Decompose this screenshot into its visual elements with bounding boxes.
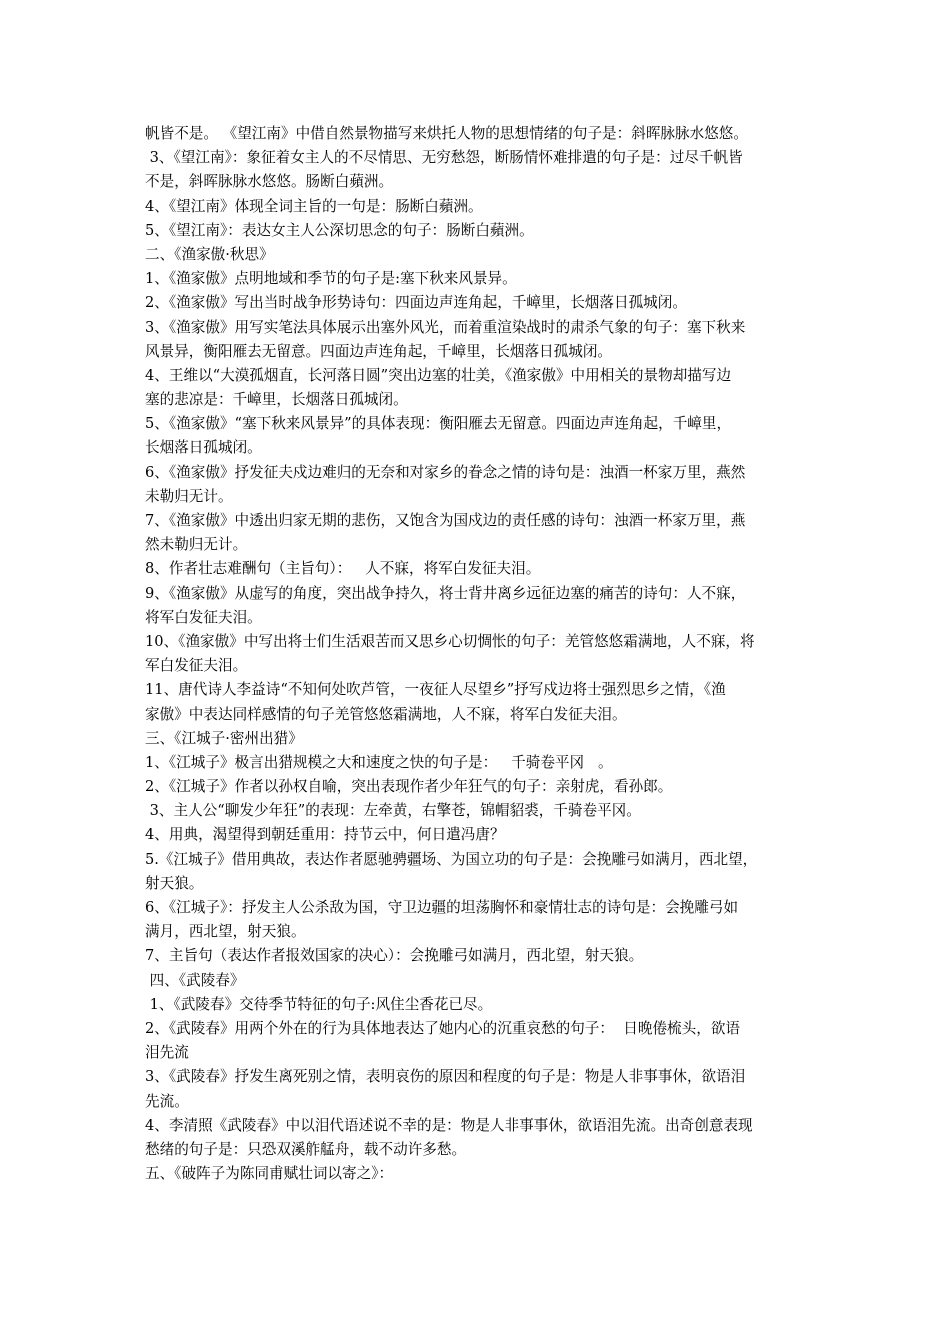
text-line: 4、用典，渴望得到朝廷重用：持节云中，何日遣冯唐？ bbox=[145, 826, 505, 844]
text-line: 4、王维以“大漠孤烟直，长河落日圆”突出边塞的壮美，《渔家傲》中用相关的景物却描写边 bbox=[145, 366, 732, 384]
text-line: 4、李清照《武陵春》中以泪代语述说不幸的是：物是人非事事休，欲语泪先流。出奇创意表现 bbox=[145, 1116, 753, 1134]
text-line: 3、《渔家傲》用写实笔法具体展示出塞外风光，而着重渲染战时的肃杀气象的句子：塞下秋来 bbox=[145, 318, 746, 336]
text-line: 愁绪的句子是：只恐双溪舴艋舟，载不动许多愁。 bbox=[145, 1140, 467, 1158]
text-line: 7、主旨句（表达作者报效国家的决心）：会挽雕弓如满月，西北望，射天狼。 bbox=[145, 947, 644, 965]
text-line: 满月，西北望，射天狼。 bbox=[145, 923, 306, 941]
text-line: 5、《渔家傲》“塞下秋来风景异”的具体表现：衡阳雁去无留意。四面边声连角起，千嶂里， bbox=[145, 415, 732, 433]
text-line: 5、《望江南》：表达女主人公深切思念的句子：肠断白蘋洲。 bbox=[145, 221, 534, 239]
text-line: 8、作者壮志难酬句（主旨句）： 人不寐，将军白发征夫泪。 bbox=[145, 560, 541, 578]
text-line: 长烟落日孤城闭。 bbox=[145, 439, 262, 457]
text-line: 6、《渔家傲》抒发征夫戍边难归的无奈和对家乡的眷念之情的诗句是：浊酒一杯家万里，燕然 bbox=[145, 463, 746, 481]
text-line: 10、《渔家傲》中写出将士们生活艰苦而又思乡心切惆怅的句子：羌管悠悠霜满地，人不寐，将 bbox=[145, 632, 755, 650]
text-line: 1、《武陵春》交待季节特征的句子:风住尘香花已尽。 bbox=[145, 995, 493, 1013]
text-line: 塞的悲凉是：千嶂里，长烟落日孤城闭。 bbox=[145, 391, 408, 409]
text-line: 军白发征夫泪。 bbox=[145, 657, 248, 675]
text-line: 未勒归无计。 bbox=[145, 487, 233, 505]
text-line: 2、《江城子》作者以孙权自喻，突出表现作者少年狂气的句子：亲射虎，看孙郎。 bbox=[145, 778, 673, 796]
text-line: 2、《渔家傲》写出当时战争形势诗句：四面边声连角起，千嶂里，长烟落日孤城闭。 bbox=[145, 294, 687, 312]
text-line: 然未勒归无计。 bbox=[145, 536, 248, 554]
text-line: 9、《渔家傲》从虚写的角度，突出战争持久，将士背井离乡远征边塞的痛苦的诗句：人不寐， bbox=[145, 584, 746, 602]
text-line: 3、《武陵春》抒发生离死别之情，表明哀伤的原因和程度的句子是：物是人非事事休，欲语泪 bbox=[145, 1068, 746, 1086]
text-line: 2、《武陵春》用两个外在的行为具体地表达了她内心的沉重哀愁的句子： 日晚倦梳头，欲语 bbox=[145, 1019, 741, 1037]
text-line: 1、《渔家傲》点明地域和季节的句子是:塞下秋来风景异。 bbox=[145, 270, 517, 288]
text-line: 4、《望江南》体现全词主旨的一句是：肠断白蘋洲。 bbox=[145, 197, 483, 215]
text-line: 先流。 bbox=[145, 1092, 189, 1110]
text-line: 6、《江城子》：抒发主人公杀敌为国，守卫边疆的坦荡胸怀和豪情壮志的诗句是：会挽雕弓如 bbox=[145, 899, 739, 916]
text-line: 风景异，衡阳雁去无留意。四面边声连角起，千嶂里，长烟落日孤城闭。 bbox=[145, 342, 613, 360]
text-line: 3、《望江南》：象征着女主人的不尽情思、无穷愁怨，断肠情怀难排遣的句子是：过尽千帆皆 bbox=[145, 149, 743, 167]
text-line: 帆皆不是。 《望江南》中借自然景物描写来烘托人物的思想情绪的句子是：斜晖脉脉水悠悠。 bbox=[145, 125, 748, 142]
text-line: 四、《武陵春》 bbox=[145, 971, 245, 989]
text-line: 泪先流 bbox=[145, 1044, 189, 1062]
text-line: 射天狼。 bbox=[145, 874, 204, 892]
text-line: 1、《江城子》极言出猎规模之大和速度之快的句子是： 千骑卷平冈 。 bbox=[145, 753, 613, 771]
text-line: 7、《渔家傲》中透出归家无期的悲伤，又饱含为国戍边的责任感的诗句：浊酒一杯家万里，燕 bbox=[145, 512, 746, 529]
text-line: 11、唐代诗人李益诗“不知何处吹芦管，一夜征人尽望乡”抒写戍边将士强烈思乡之情，《渔 bbox=[145, 681, 726, 699]
text-line: 三、《江城子·密州出猎》 bbox=[145, 729, 303, 747]
text-line: 将军白发征夫泪。 bbox=[145, 608, 262, 626]
text-line: 5.《江城子》借用典故，表达作者愿驰骋疆场、为国立功的句子是：会挽雕弓如满月，西北望， bbox=[145, 850, 758, 868]
text-line: 3、主人公“聊发少年狂”的表现：左牵黄，右擎苍，锦帽貂裘，千骑卷平冈。 bbox=[145, 802, 641, 820]
text-line: 五、《破阵子为陈同甫赋壮词以寄之》： bbox=[145, 1165, 394, 1183]
text-line: 二、《渔家傲·秋思》 bbox=[145, 245, 274, 263]
document-body bbox=[145, 122, 820, 1186]
text-line: 不是，斜晖脉脉水悠悠。肠断白蘋洲。 bbox=[145, 173, 394, 191]
text-line: 家傲》中表达同样感情的句子羌管悠悠霜满地，人不寐，将军白发征夫泪。 bbox=[145, 705, 627, 723]
